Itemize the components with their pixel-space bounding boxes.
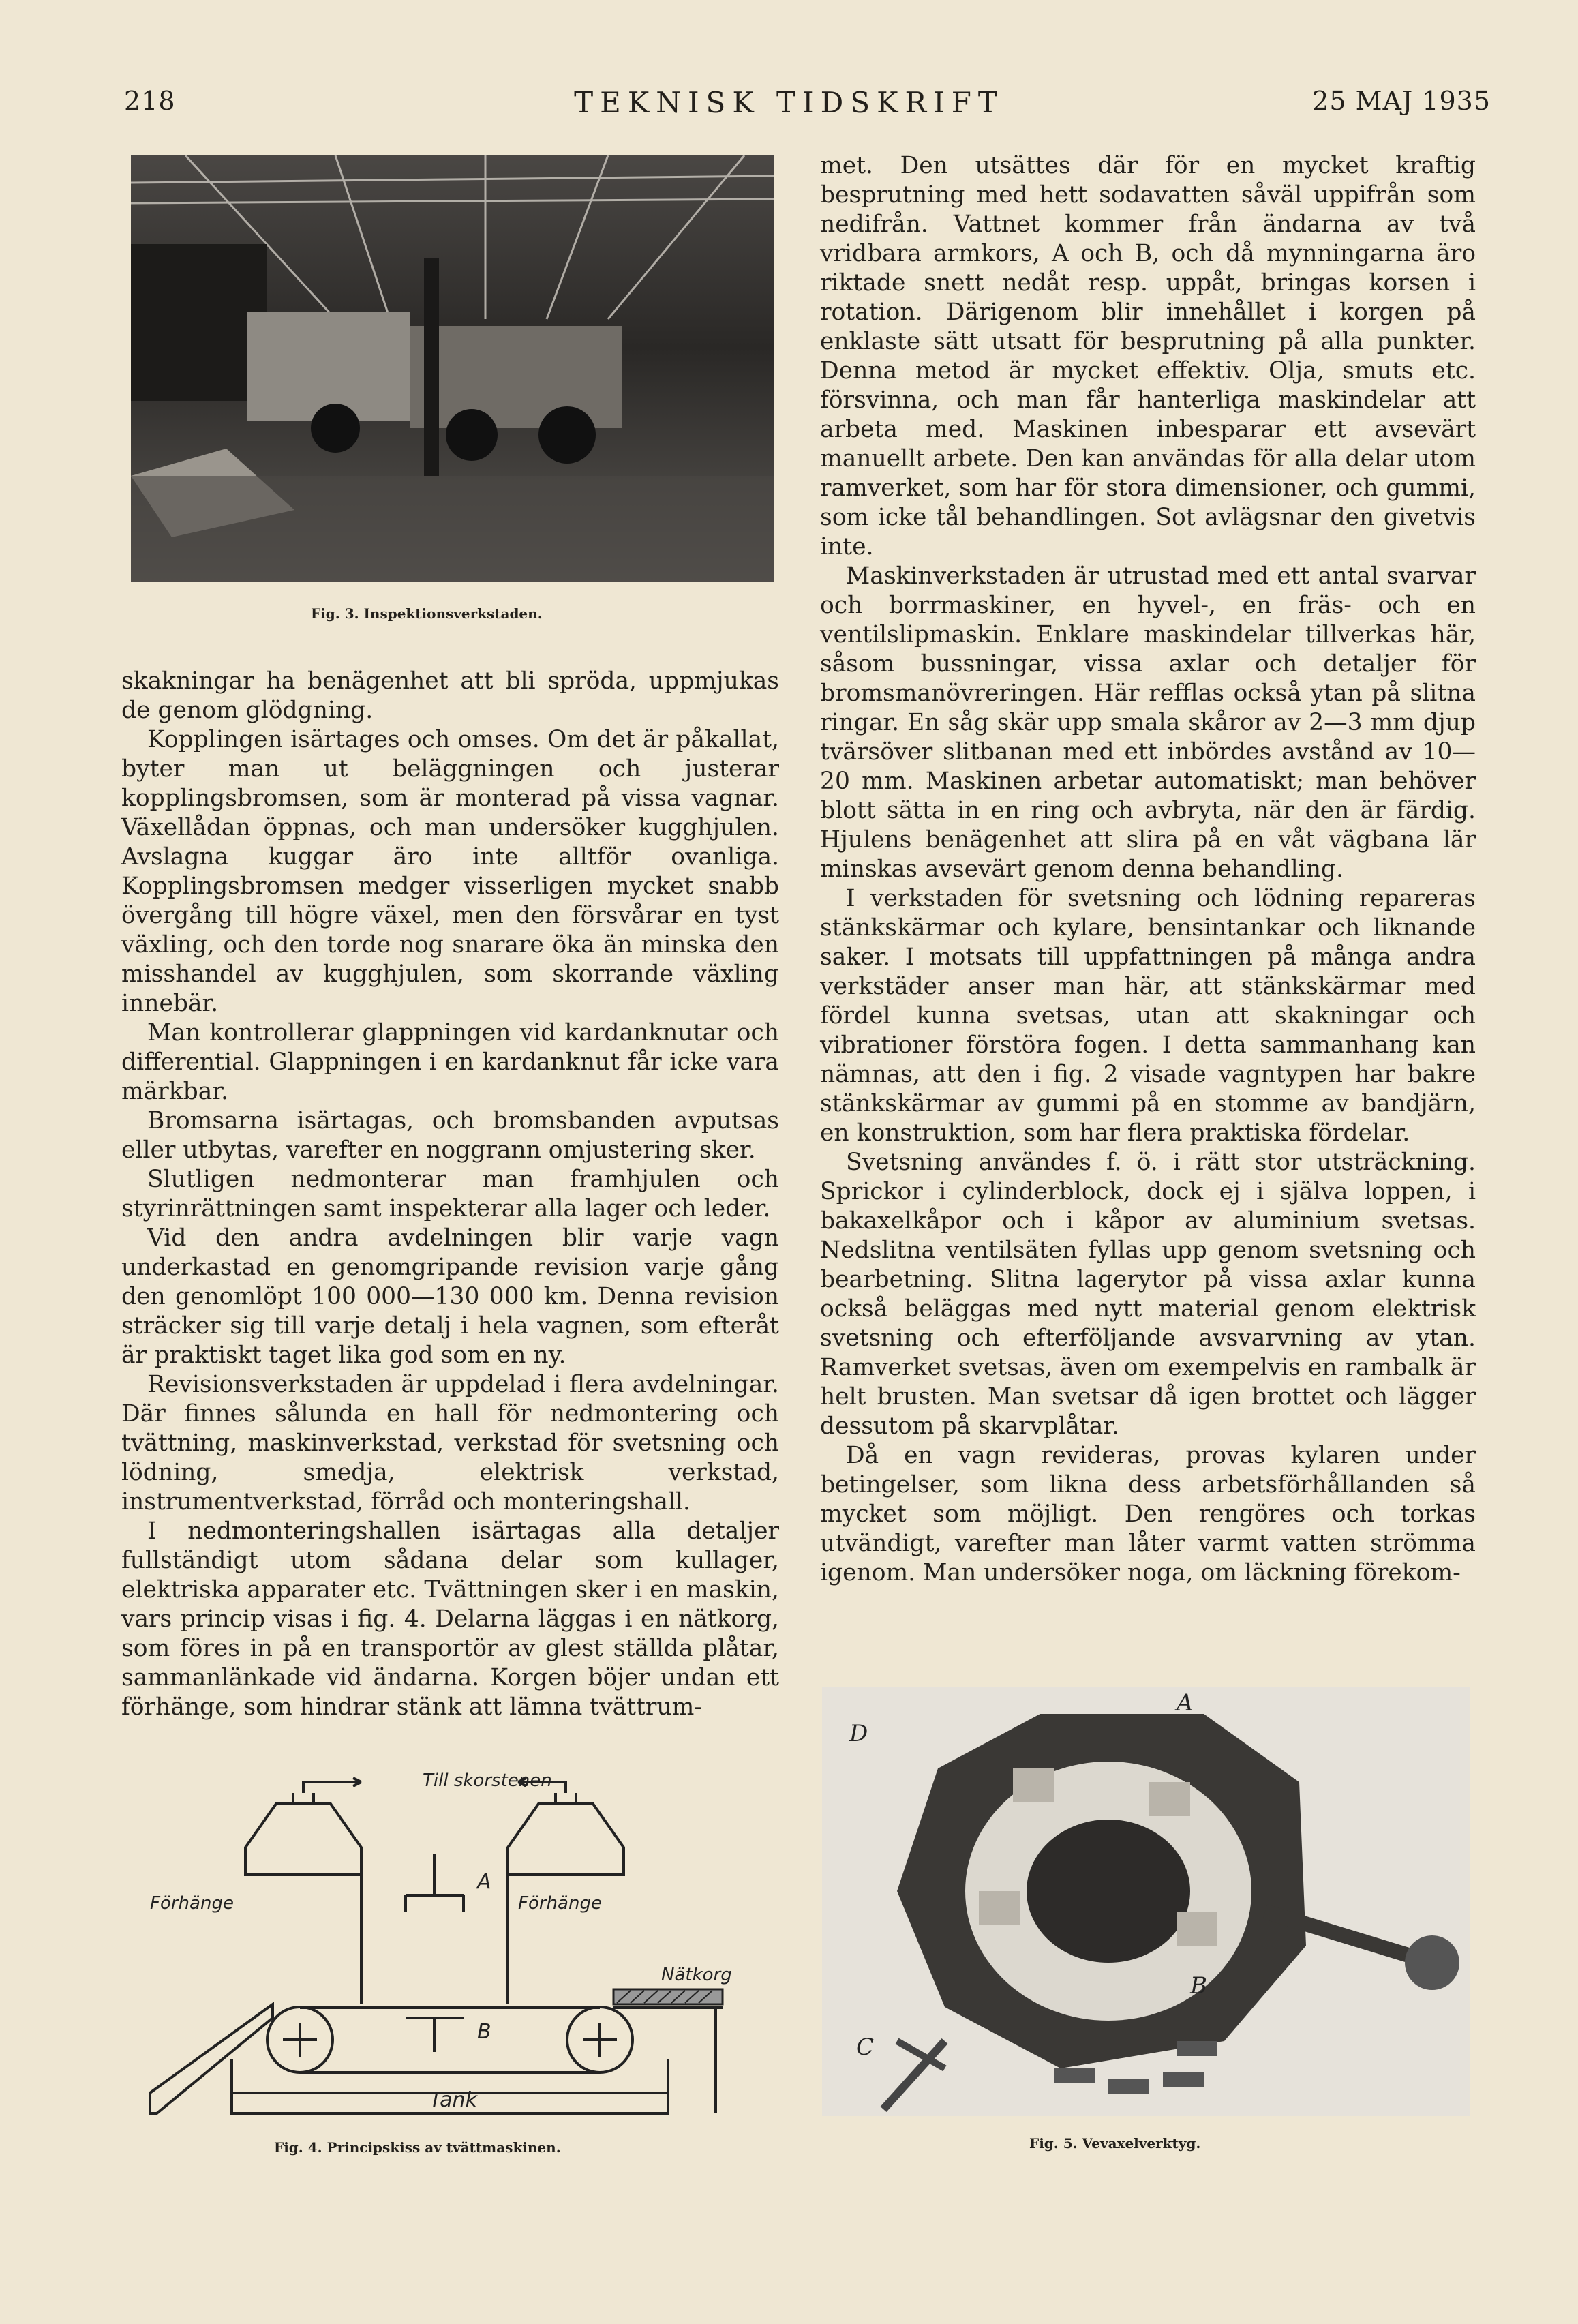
label-curtain-right: Förhänge <box>518 1893 602 1914</box>
workshop-photo-illustration <box>131 155 774 582</box>
label-chimney: Till skorstenen <box>423 1772 552 1791</box>
journal-title: TEKNISK TIDSKRIFT <box>574 86 1004 119</box>
label-curtain-left: Förhänge <box>150 1893 234 1914</box>
label-basket: Nätkorg <box>661 1965 732 1985</box>
paragraph: Slutligen nedmonterar man framhjulen och styrinrättningen samt inspekterar alla lager och leder. <box>121 1166 779 1222</box>
crankshaft-tool-illustration <box>822 1687 1470 2116</box>
paragraph: I nedmonteringshallen isärtagas alla detaljer fullständigt utom sådana delar som kullager, elektriska apparater etc. Tvättningen sker i en maskin, vars princip visas i fig. 4. Delarna läggas i en nätkorg, som föres in på en transportör av glest ställda plåtar, sammanlänkade vid ändarna. Korgen böjer undan ett förhänge, som hindrar stänk att lämna tvättrum- <box>121 1518 779 1721</box>
left-column <box>121 667 779 1722</box>
figure-5-photo <box>822 1687 1470 2116</box>
right-column <box>820 151 1476 1588</box>
paragraph: met. Den utsättes där för en mycket kraftig besprutning med hett sodavatten såväl uppifrån som nedifrån. Vattnet kommer från ändarna av två vridbara armkors, A och B, och då mynningarna äro riktade snett nedåt resp. uppåt, bringas korsen i rotation. Därigenom blir innehållet i korgen på enklaste sätt utsatt för besprutning på alla punkter. Denna metod är mycket effektiv. Olja, smuts etc. försvinna, och man får hanterliga maskindelar att arbeta med. Maskinen inbesparar ett avsevärt manuellt arbete. Den kan användas för alla delar utom ramverket, som har för stora dimensioner, och gummi, som icke tål behandlingen. Sot avlägsnar den givetvis inte. <box>820 152 1476 560</box>
label-c: C <box>856 2034 875 2061</box>
paragraph: I verkstaden för svetsning och lödning repareras stänkskärmar och kylare, bensintankar och liknande saker. I motsats till uppfattningen på många andra verkstäder anser man här, att stänkskärmar med fördel kunna svetsas, utan att skakningar och vibrationer förstöra fogen. I detta sammanhang kan nämnas, att den i fig. 2 visade vagntypen har bakre stänkskärmar av gummi på en stomme av bandjärn, en konstruktion, som har flera praktiska fördelar. <box>820 885 1476 1147</box>
label-a: A <box>1177 1689 1194 1717</box>
label-a: A <box>477 1870 491 1894</box>
paragraph: Bromsarna isärtagas, och bromsbanden avputsas eller utbytas, varefter en noggrann omjustering sker. <box>121 1107 779 1164</box>
figure-3-caption: Fig. 3. Inspektionsverkstaden. <box>311 605 543 622</box>
issue-date: 25 MAJ 1935 <box>1312 86 1491 116</box>
page-number: 218 <box>124 86 176 116</box>
figure-5-caption: Fig. 5. Vevaxelverktyg. <box>1029 2135 1201 2152</box>
label-tank: Tank <box>429 2088 477 2112</box>
paragraph: Vid den andra avdelningen blir varje vagn underkastad en genomgripande revision varje gång den genomlöpt 100 000—130 000 km. Denna revision sträcker sig till varje detalj i hela vagnen, som efteråt är praktiskt taget lika god som en ny. <box>121 1224 779 1369</box>
figure-4-diagram <box>136 1772 798 2127</box>
paragraph: Maskinverkstaden är utrustad med ett antal svarvar och borrmaskiner, en hyvel-, en fräs- och en ventilslipmaskin. Enklare maskindelar tillverkas här, såsom bussningar, vissa axlar och detaljer för bromsmanövreringen. Här refflas också ytan på slitna ringar. En såg skär upp smala skåror av 2—3 mm djup tvärsöver slitbanan med ett inbördes avstånd av 10—20 mm. Maskinen arbetar automatiskt; man behöver blott sätta in en ring och avbryta, när den är färdig. Hjulens benägenhet att slira på en våt vägbana lär minskas avsevärt genom denna behandling. <box>820 562 1476 883</box>
paragraph: skakningar ha benägenhet att bli spröda, uppmjukas de genom glödgning. <box>121 667 779 724</box>
paragraph: Kopplingen isärtages och omses. Om det är påkallat, byter man ut beläggningen och justerar kopplingsbromsen, som är monterad på vissa vagnar. Växellådan öppnas, och man undersöker kugghjulen. Avslagna kuggar äro inte alltför ovanliga. Kopplingsbromsen medger visserligen mycket snabb övergång till högre växel, men den försvårar en tyst växling, och den torde nog snarare öka än minska den misshandel av kugghjulen, som skorrande växling innebär. <box>121 726 779 1017</box>
paragraph: Svetsning användes f. ö. i rätt stor utsträckning. Sprickor i cylinderblock, dock ej i själva loppen, i bakaxelkåpor och i kåpor av aluminium svetsas. Nedslitna ventilsäten fyllas upp genom svetsning och bearbetning. Slitna lagerytor på vissa axlar kunna också beläggas med nytt material genom elektrisk svetsning och efterföljande avsvarvning av ytan. Ramverket svetsas, även om exempelvis en rambalk är helt brusten. Man svetsar då igen brottet och lägger dessutom på skarvplåtar. <box>820 1149 1476 1440</box>
figure-3-photo <box>131 155 774 582</box>
paragraph: Revisionsverkstaden är uppdelad i flera avdelningar. Där finnes sålunda en hall för nedmontering och tvättning, maskinverkstad, verkstad för svetsning och lödning, smedja, elektrisk verkstad, instrumentverkstad, förråd och monteringshall. <box>121 1371 779 1515</box>
label-b: B <box>1190 1972 1207 1999</box>
figure-4-caption: Fig. 4. Principskiss av tvättmaskinen. <box>274 2139 561 2156</box>
paragraph: Då en vagn revideras, provas kylaren under betingelser, som likna dess arbetsförhållanden så mycket som möjligt. Den rengöres och torkas utvändigt, varefter man låter varmt vatten strömma igenom. Man undersöker noga, om läckning förekom- <box>820 1442 1476 1586</box>
label-d: D <box>849 1720 868 1747</box>
label-b: B <box>477 2020 491 2044</box>
paragraph: Man kontrollerar glappningen vid kardanknutar och differential. Glappningen i en kardanknut får icke vara märkbar. <box>121 1019 779 1105</box>
